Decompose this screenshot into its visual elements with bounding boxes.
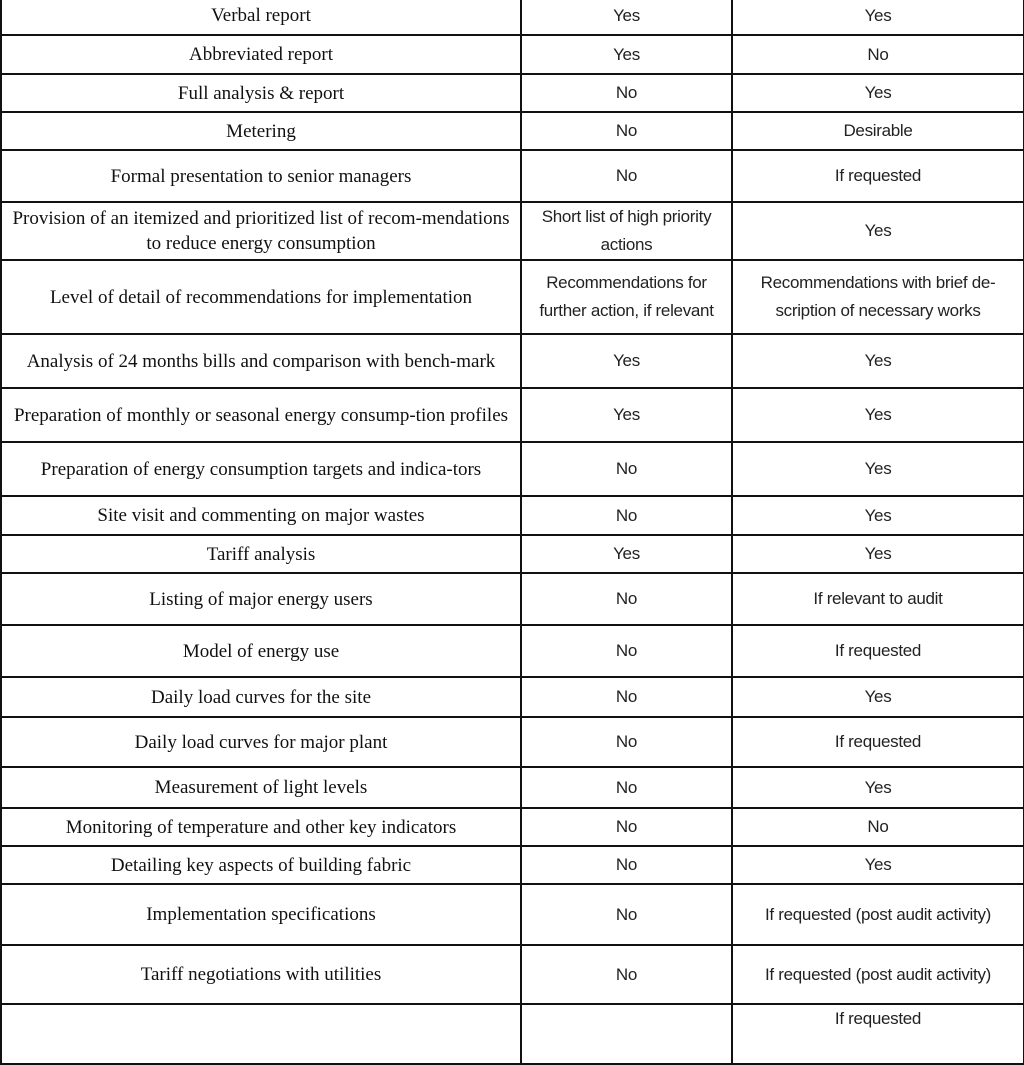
walk-through-value: No (521, 846, 732, 884)
walk-through-value: Yes (521, 35, 732, 74)
table-cell (1, 1004, 521, 1064)
detailed-audit-value: Yes (732, 677, 1024, 717)
table-row (1, 150, 1024, 202)
detailed-audit-value: If requested (732, 717, 1024, 767)
row-item-label: Level of detail of recommendations for implementation (1, 260, 521, 334)
detailed-audit-value: Yes (732, 767, 1024, 808)
table-row (1, 35, 1024, 74)
detailed-audit-value: Yes (732, 388, 1024, 442)
walk-through-value: Yes (521, 535, 732, 573)
table-row (1, 945, 1024, 1004)
detailed-audit-value: Yes (732, 846, 1024, 884)
table-row (1, 260, 1024, 334)
walk-through-value: Yes (521, 334, 732, 388)
row-item-label: Daily load curves for major plant (1, 717, 521, 767)
row-item-label: Full analysis & report (1, 74, 521, 112)
row-item-label: Verbal report (1, 0, 521, 35)
row-item-label: Preparation of energy consumption targets and indica-tors (1, 442, 521, 496)
table-row (1, 846, 1024, 884)
row-item-label: Abbreviated report (1, 35, 521, 74)
table-row (1, 767, 1024, 808)
row-item-label: Model of energy use (1, 625, 521, 677)
walk-through-value: No (521, 573, 732, 625)
row-item-label: Analysis of 24 months bills and comparison with bench-mark (1, 334, 521, 388)
row-item-label: Tariff analysis (1, 535, 521, 573)
row-item-label: Metering (1, 112, 521, 150)
detailed-audit-value: Yes (732, 334, 1024, 388)
walk-through-value: No (521, 625, 732, 677)
row-item-label: Daily load curves for the site (1, 677, 521, 717)
walk-through-value: No (521, 767, 732, 808)
table-cell (521, 1004, 732, 1064)
walk-through-value: No (521, 945, 732, 1004)
detailed-audit-value: Recommendations with brief de-scription of necessary works (732, 260, 1024, 334)
walk-through-value: Recommendations for further action, if relevant (521, 260, 732, 334)
table-row (1, 677, 1024, 717)
table-row (1, 0, 1024, 35)
table-row (1, 334, 1024, 388)
detailed-audit-value: If requested (post audit activity) (732, 945, 1024, 1004)
row-item-label: Preparation of monthly or seasonal energy consump-tion profiles (1, 388, 521, 442)
detailed-audit-value: Yes (732, 202, 1024, 260)
table-row (1, 808, 1024, 846)
table-row (1, 74, 1024, 112)
row-item-label: Measurement of light levels (1, 767, 521, 808)
row-item-label: Tariff negotiations with utilities (1, 945, 521, 1004)
table-row (1, 884, 1024, 945)
detailed-audit-value: If relevant to audit (732, 573, 1024, 625)
row-item-label: Formal presentation to senior managers (1, 150, 521, 202)
table-row (1, 573, 1024, 625)
walk-through-value: No (521, 150, 732, 202)
walk-through-value: No (521, 677, 732, 717)
walk-through-value: No (521, 496, 732, 535)
detailed-audit-value: Yes (732, 496, 1024, 535)
row-item-label: Implementation specifications (1, 884, 521, 945)
table-row (1, 388, 1024, 442)
table-row (1, 535, 1024, 573)
detailed-audit-value: If requested (732, 625, 1024, 677)
row-item-label: Detailing key aspects of building fabric (1, 846, 521, 884)
row-item-label: Listing of major energy users (1, 573, 521, 625)
detailed-audit-value: No (732, 35, 1024, 74)
detailed-audit-value: Desirable (732, 112, 1024, 150)
detailed-audit-value: No (732, 808, 1024, 846)
detailed-audit-value: If requested (post audit activity) (732, 884, 1024, 945)
walk-through-value: No (521, 74, 732, 112)
walk-through-value: No (521, 884, 732, 945)
detailed-audit-value: Yes (732, 74, 1024, 112)
row-item-label: Provision of an itemized and prioritized list of recom-mendations to reduce energy consumption (1, 202, 521, 260)
detailed-audit-value: Yes (732, 0, 1024, 35)
walk-through-value: Short list of high priority actions (521, 202, 732, 260)
table-row (1, 496, 1024, 535)
walk-through-value: No (521, 112, 732, 150)
walk-through-value: No (521, 808, 732, 846)
detailed-audit-value: If requested (732, 150, 1024, 202)
table-row (1, 112, 1024, 150)
row-item-label: Monitoring of temperature and other key indicators (1, 808, 521, 846)
walk-through-value: No (521, 442, 732, 496)
table-row (1, 202, 1024, 260)
table-row (1, 442, 1024, 496)
walk-through-value: Yes (521, 0, 732, 35)
detailed-audit-value: If requested (732, 1004, 1024, 1064)
walk-through-value: No (521, 717, 732, 767)
table-row (1, 717, 1024, 767)
table-row (1, 625, 1024, 677)
detailed-audit-value: Yes (732, 535, 1024, 573)
detailed-audit-value: Yes (732, 442, 1024, 496)
walk-through-value: Yes (521, 388, 732, 442)
row-item-label: Site visit and commenting on major wastes (1, 496, 521, 535)
table-row-partial (1, 1004, 1024, 1064)
